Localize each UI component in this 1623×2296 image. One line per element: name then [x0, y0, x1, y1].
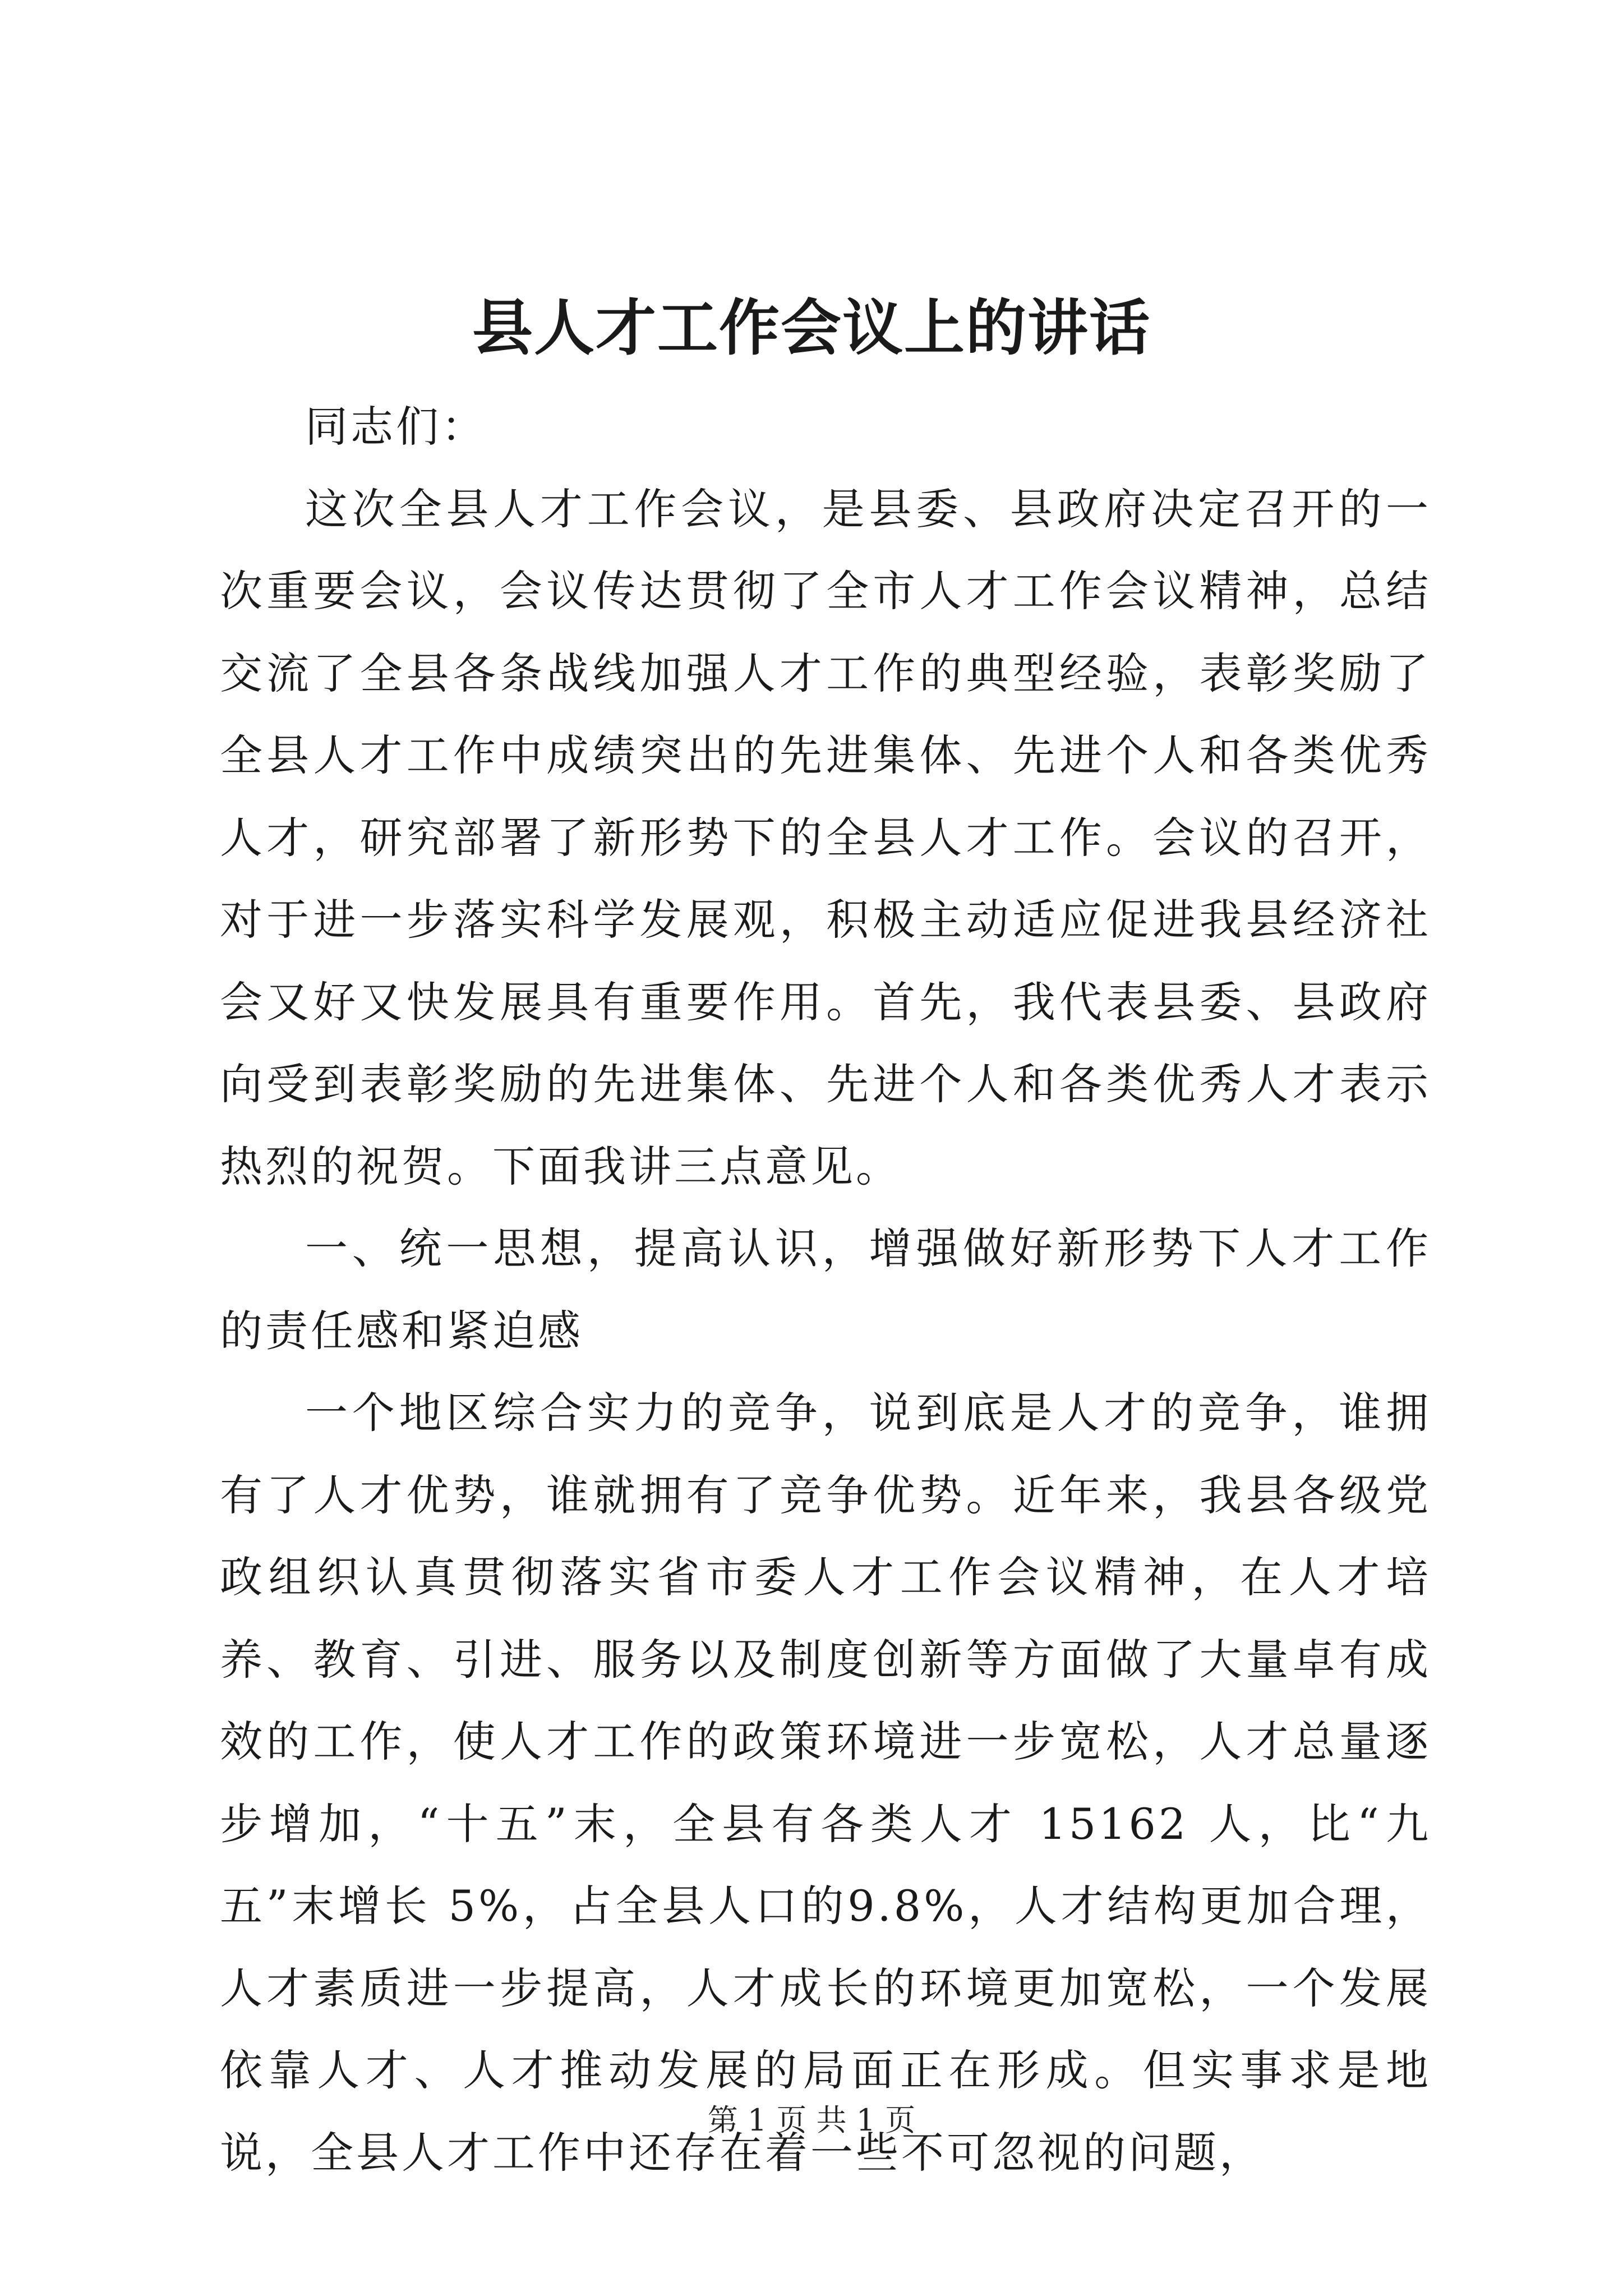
body-paragraph: 一个地区综合实力的竞争，说到底是人才的竞争，谁拥有了人才优势，谁就拥有了竞争优势。近年来，我县各级党政组织认真贯彻落实省市委人才工作会议精神，在人才培养、教育、引进、服务以及制度创新等方面做了大量卓有成效的工作，使人才工作的政策环境进一步宽松，人才总量逐步增加，“十五”末，全县有各类人才 15162 人，比“九五”末增长 5%，占全县人口的9.8%，人才结构更加合理，人才素质进一步提高，人才成长的环境更加宽松，一个发展依靠人才、人才推动发展的局面正在形成。但实事求是地说，全县人才工作中还存在着一些不可忽视的问题，	[220, 1388, 1431, 2178]
body-paragraph: 这次全县人才工作会议，是县委、县政府决定召开的一次重要会议，会议传达贯彻了全市人才工作会议精神，总结交流了全县各条战线加强人才工作的典型经验，表彰奖励了全县人才工作中成绩突出的先进集体、先进个人和各类优秀人才，研究部署了新形势下的全县人才工作。会议的召开，对于进一步落实科学发展观，积极主动适应促进我县经济社会又好又快发展具有重要作用。首先，我代表县委、县政府向受到表彰奖励的先进集体、先进个人和各类优秀人才表示热烈的祝贺。下面我讲三点意见。	[220, 484, 1431, 1191]
salutation-paragraph: 同志们：	[305, 402, 487, 452]
page-footer: 第 1 页 共 1 页	[707, 2102, 916, 2138]
document-title: 县人才工作会议上的讲话	[472, 293, 1151, 364]
section-heading: 一、统一思想，提高认识，增强做好新形势下人才工作的责任感和紧迫感	[220, 1223, 1431, 1356]
document-body	[220, 386, 1431, 2194]
